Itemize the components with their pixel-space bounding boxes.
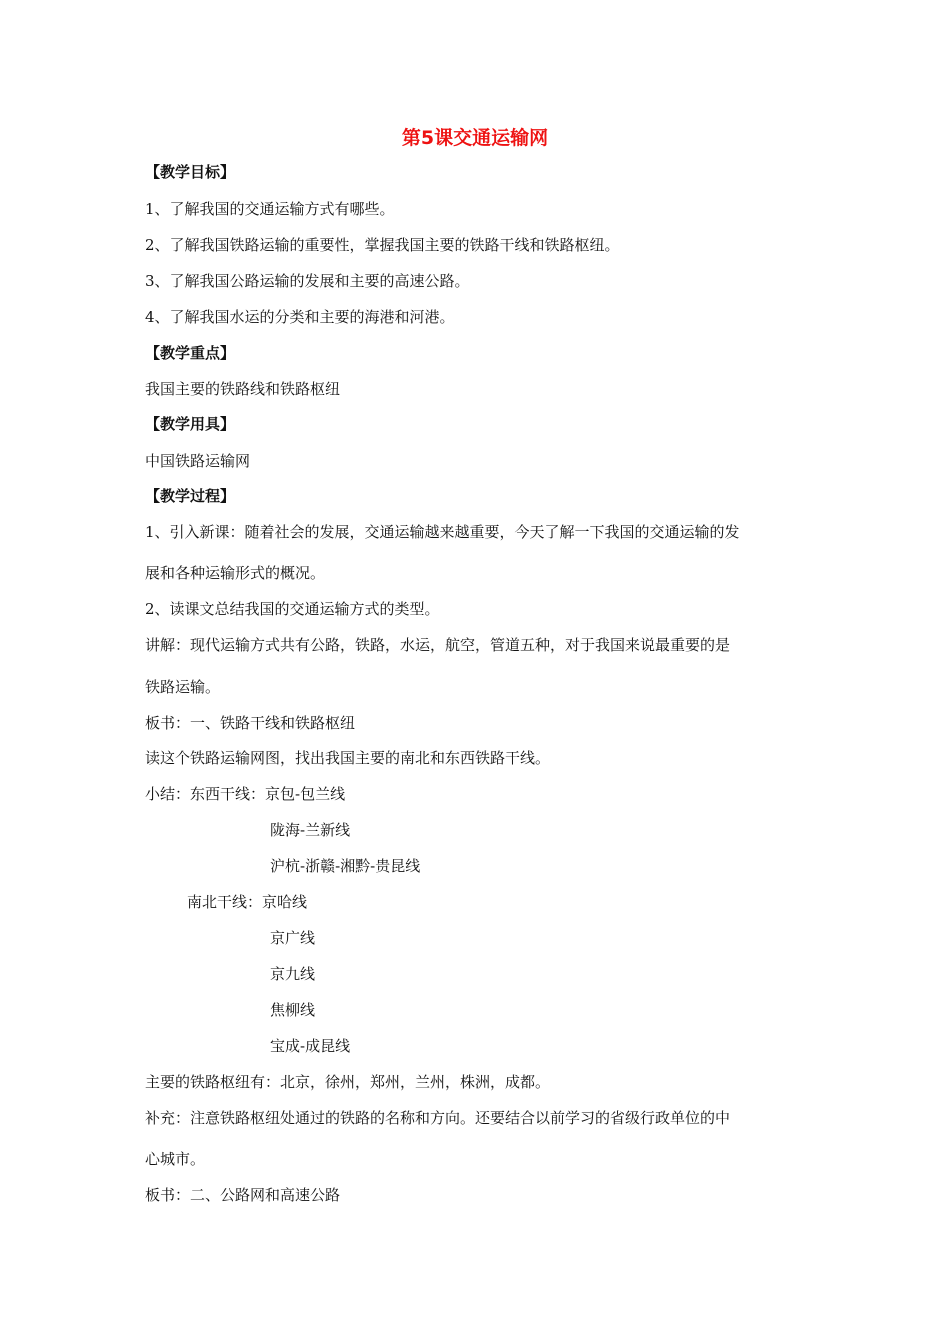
read-map-text: 读这个铁路运输网图，找出我国主要的南北和东西铁路干线。 xyxy=(145,749,551,767)
objective-item-4: 4、了解我国水运的分类和主要的海港和河港。 xyxy=(145,308,455,326)
board-note-1: 板书：一、铁路干线和铁路枢纽 xyxy=(145,714,356,732)
summary-types-text: 2、读课文总结我国的交通运输方式的类型。 xyxy=(145,600,440,618)
tools-text: 中国铁路运输网 xyxy=(145,452,251,470)
intro-line-2: 展和各种运输形式的概况。 xyxy=(145,564,326,582)
objectives-heading: 【教学目标】 xyxy=(145,163,236,181)
north-south-summary: 南北干线：京哈线 xyxy=(187,893,308,911)
supplement-line-1: 补充：注意铁路枢纽处通过的铁路的名称和方向。还要结合以前学习的省级行政单位的中 xyxy=(145,1109,731,1127)
north-south-line-4: 焦柳线 xyxy=(270,1001,316,1019)
process-heading: 【教学过程】 xyxy=(145,487,236,505)
east-west-line-2: 陇海-兰新线 xyxy=(270,821,351,839)
east-west-summary: 小结：东西干线：京包-包兰线 xyxy=(145,785,346,803)
east-west-line-3: 沪杭-浙赣-湘黔-贵昆线 xyxy=(270,857,421,875)
page-title: 第5课交通运输网 xyxy=(401,127,549,149)
board-note-2: 板书：二、公路网和高速公路 xyxy=(145,1186,341,1204)
key-points-text: 我国主要的铁路线和铁路枢纽 xyxy=(145,380,341,398)
objective-item-3: 3、了解我国公路运输的发展和主要的高速公路。 xyxy=(145,272,470,290)
objective-item-2: 2、了解我国铁路运输的重要性，掌握我国主要的铁路干线和铁路枢纽。 xyxy=(145,236,620,254)
explain-line-2: 铁路运输。 xyxy=(145,678,221,696)
north-south-line-2: 京广线 xyxy=(270,929,316,947)
explain-line-1: 讲解：现代运输方式共有公路，铁路，水运，航空，管道五种，对于我国来说最重要的是 xyxy=(145,636,731,654)
objective-item-1: 1、了解我国的交通运输方式有哪些。 xyxy=(145,200,395,218)
key-points-heading: 【教学重点】 xyxy=(145,344,236,362)
supplement-line-2: 心城市。 xyxy=(145,1150,206,1168)
tools-heading: 【教学用具】 xyxy=(145,415,236,433)
north-south-line-5: 宝成-成昆线 xyxy=(270,1037,351,1055)
railway-hubs-text: 主要的铁路枢纽有：北京，徐州，郑州，兰州，株洲，成都。 xyxy=(145,1073,551,1091)
intro-line-1: 1、引入新课：随着社会的发展，交通运输越来越重要，今天了解一下我国的交通运输的发 xyxy=(145,523,740,541)
north-south-line-3: 京九线 xyxy=(270,965,316,983)
